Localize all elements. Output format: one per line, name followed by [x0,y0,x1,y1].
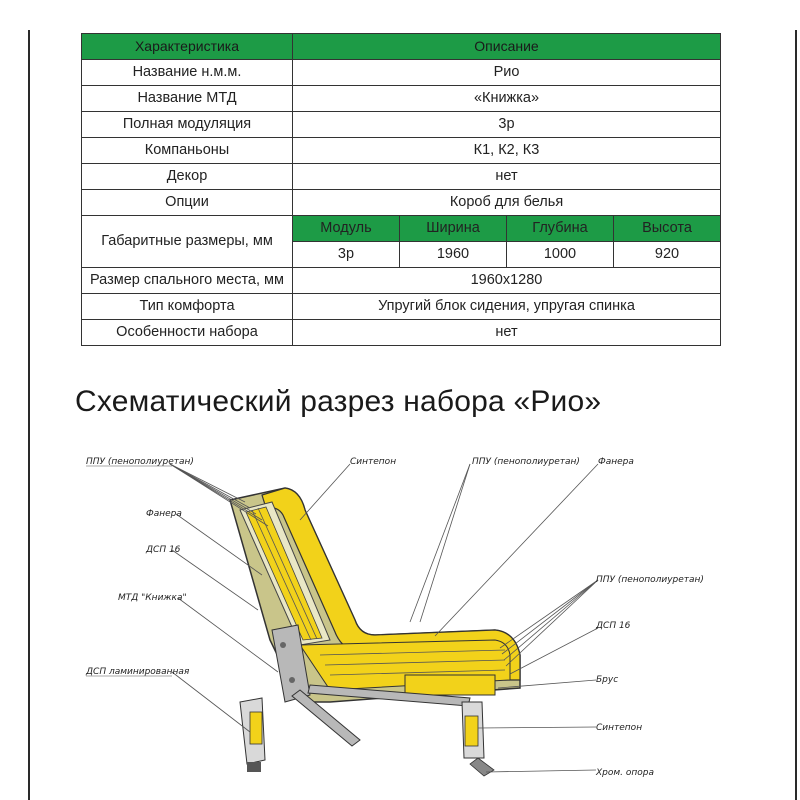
table-row [82,164,721,190]
diagram-labels [85,457,704,778]
label-brus: Брус [596,675,619,685]
sofa-cross-section-diagram [0,440,800,800]
header-characteristic: Характеристика [82,34,293,60]
table-row [82,320,721,346]
row-label: Название МТД [82,86,293,112]
row-label: Размер спального места, мм [82,268,293,294]
label-ppu-left: ППУ (пенополиуретан) [86,457,194,467]
row-value: 3р [293,112,721,138]
label-dsp16-left: ДСП 16 [146,545,181,555]
row-label: Название н.м.м. [82,60,293,86]
table-row [82,86,721,112]
table-header-row [82,34,721,60]
table-row [82,190,721,216]
table-row [82,138,721,164]
label-ppu-top: ППУ (пенополиуретан) [472,457,580,467]
header-description: Описание [293,34,721,60]
dim-header-height: Высота [614,216,721,242]
table-row [82,294,721,320]
row-label: Компаньоны [82,138,293,164]
label-sintepon-top: Синтепон [350,457,397,467]
dim-header-depth: Глубина [507,216,614,242]
label-dsp-laminated: ДСП ламинированная [86,667,190,677]
label-mtd: МТД "Книжка" [118,593,187,603]
row-value: нет [293,320,721,346]
label-chrome-support: Хром. опора [596,768,655,778]
row-value: 1960x1280 [293,268,721,294]
label-fanera-left: Фанера [146,509,182,519]
table-row [82,60,721,86]
label-dsp16-right: ДСП 16 [596,621,631,631]
label-fanera-top: Фанера [598,457,634,467]
table-row [82,112,721,138]
row-label: Тип комфорта [82,294,293,320]
dim-value-module: 3р [293,242,400,268]
row-value: К1, К2, К3 [293,138,721,164]
row-value: Упругий блок сидения, упругая спинка [293,294,721,320]
scheme-title: Схематический разрез набора «Рио» [75,385,602,418]
dimensions-header-row [82,216,721,242]
row-value: нет [293,164,721,190]
row-label: Опции [82,190,293,216]
row-label: Полная модуляция [82,112,293,138]
spec-table [81,33,721,346]
dim-header-width: Ширина [400,216,507,242]
row-value: Короб для белья [293,190,721,216]
label-ppu-right: ППУ (пенополиуретан) [596,575,704,585]
row-label: Декор [82,164,293,190]
sofa-drawing [230,488,520,776]
label-sintepon-right: Синтепон [596,723,643,733]
dim-value-height: 920 [614,242,721,268]
dimensions-label: Габаритные размеры, мм [82,216,293,268]
table-row [82,268,721,294]
row-label: Особенности набора [82,320,293,346]
row-value: «Книжка» [293,86,721,112]
dim-header-module: Модуль [293,216,400,242]
dim-value-depth: 1000 [507,242,614,268]
row-value: Рио [293,60,721,86]
dim-value-width: 1960 [400,242,507,268]
